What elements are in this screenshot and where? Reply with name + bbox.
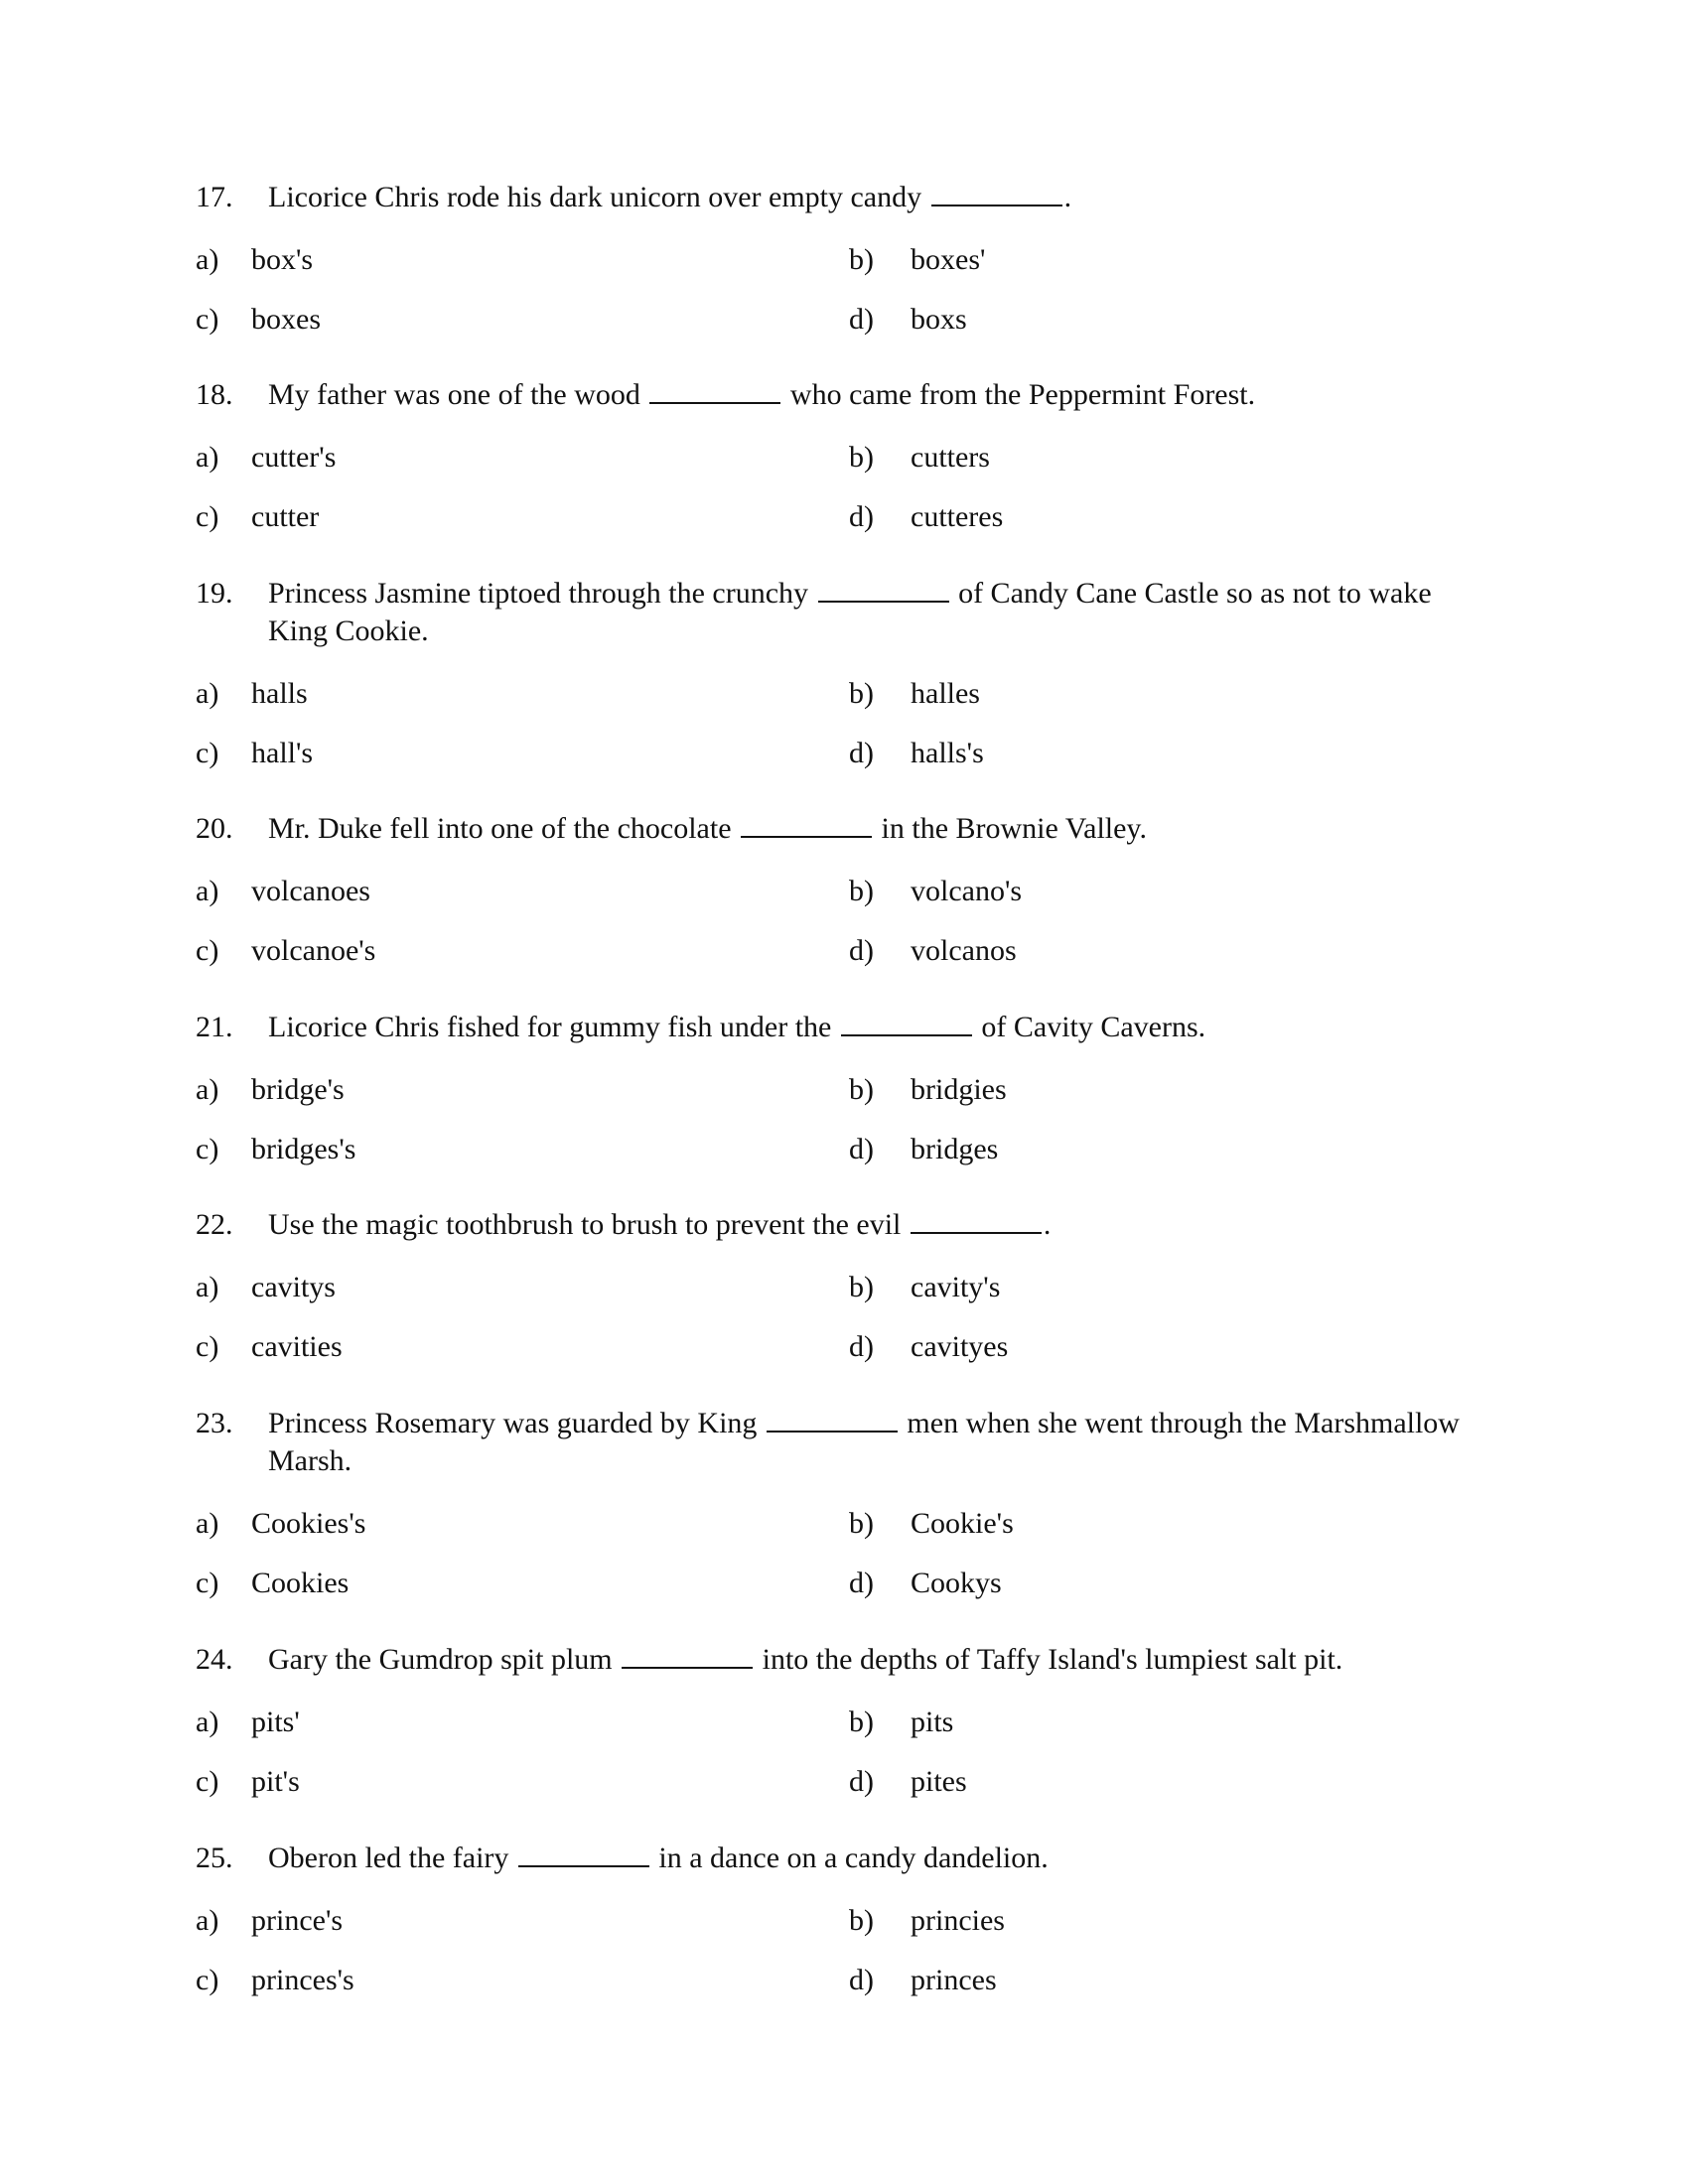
question-text	[268, 1405, 1489, 1480]
option-label: a)	[196, 1271, 219, 1303]
question-text-after: .	[1043, 1208, 1052, 1241]
question-text-before: Use the magic toothbrush to brush to prevent the evil	[268, 1208, 902, 1241]
question-number: 22.	[196, 1208, 233, 1241]
question-text	[268, 179, 1489, 216]
option-label: d)	[849, 1964, 874, 1996]
option-label: a)	[196, 243, 219, 276]
question-text	[268, 376, 1489, 414]
option-label: b)	[849, 1904, 874, 1937]
question-text	[268, 575, 1489, 650]
answer-blank[interactable]	[649, 376, 780, 404]
option-text: box's	[251, 243, 314, 276]
option-text: Cookies	[251, 1567, 350, 1599]
option-label: a)	[196, 1706, 219, 1738]
answer-blank[interactable]	[741, 810, 872, 838]
option-text: bridgies	[911, 1073, 1007, 1106]
option-label: d)	[849, 934, 874, 967]
option-text: volcanoe's	[251, 934, 376, 967]
option-label: b)	[849, 243, 874, 276]
option-text: Cookies's	[251, 1507, 366, 1540]
question-number: 24.	[196, 1643, 233, 1676]
option-label: c)	[196, 1765, 219, 1798]
option-label: b)	[849, 1706, 874, 1738]
option-label: b)	[849, 1073, 874, 1106]
option-text: Cookys	[911, 1567, 1002, 1599]
answer-blank[interactable]	[911, 1206, 1042, 1234]
option-text: princies	[911, 1904, 1005, 1937]
option-label: b)	[849, 1271, 874, 1303]
option-text: halls	[251, 677, 308, 710]
question-number: 25.	[196, 1842, 233, 1874]
question-text	[268, 1009, 1489, 1046]
option-label: d)	[849, 500, 874, 533]
answer-blank[interactable]	[841, 1009, 972, 1036]
option-label: d)	[849, 1765, 874, 1798]
option-text: boxes	[251, 303, 321, 336]
question-text-after: men when she went through the Marshmallow Marsh.	[268, 1407, 1460, 1477]
question-text	[268, 1206, 1489, 1244]
option-text: volcanos	[911, 934, 1017, 967]
answer-blank[interactable]	[622, 1641, 753, 1669]
option-label: c)	[196, 500, 219, 533]
option-text: Cookie's	[911, 1507, 1014, 1540]
question-number: 18.	[196, 378, 233, 411]
question-number: 20.	[196, 812, 233, 845]
option-text: halles	[911, 677, 980, 710]
option-label: c)	[196, 934, 219, 967]
option-text: hall's	[251, 737, 314, 769]
question-text-after: of Cavity Caverns.	[981, 1011, 1206, 1043]
question-text-before: Gary the Gumdrop spit plum	[268, 1643, 613, 1676]
question-text	[268, 810, 1489, 848]
option-label: b)	[849, 875, 874, 907]
option-label: a)	[196, 875, 219, 907]
option-label: a)	[196, 1904, 219, 1937]
option-text: pit's	[251, 1765, 300, 1798]
option-label: a)	[196, 1073, 219, 1106]
option-text: cavitys	[251, 1271, 336, 1303]
question-text-before: My father was one of the wood	[268, 378, 640, 411]
option-label: c)	[196, 737, 219, 769]
option-label: a)	[196, 677, 219, 710]
question-text-before: Licorice Chris rode his dark unicorn over empty candy	[268, 181, 922, 213]
option-label: c)	[196, 303, 219, 336]
option-text: cutteres	[911, 500, 1004, 533]
question-text-after: who came from the Peppermint Forest.	[789, 378, 1256, 411]
question-text	[268, 1641, 1489, 1679]
question-text-before: Licorice Chris fished for gummy fish under the	[268, 1011, 832, 1043]
question-text	[268, 1840, 1489, 1877]
question-text-after: .	[1063, 181, 1072, 213]
option-text: prince's	[251, 1904, 344, 1937]
option-label: b)	[849, 1507, 874, 1540]
option-label: a)	[196, 1507, 219, 1540]
option-text: volcano's	[911, 875, 1023, 907]
option-label: c)	[196, 1133, 219, 1165]
question-text-after: into the depths of Taffy Island's lumpiest salt pit.	[762, 1643, 1343, 1676]
option-text: volcanoes	[251, 875, 370, 907]
option-label: b)	[849, 677, 874, 710]
option-label: c)	[196, 1330, 219, 1363]
option-label: b)	[849, 441, 874, 474]
question-text-before: Princess Jasmine tiptoed through the crunchy	[268, 577, 809, 610]
question-text-before: Mr. Duke fell into one of the chocolate	[268, 812, 732, 845]
option-label: d)	[849, 1330, 874, 1363]
answer-blank[interactable]	[818, 575, 949, 603]
option-text: pites	[911, 1765, 967, 1798]
option-text: bridge's	[251, 1073, 345, 1106]
question-text-after: in the Brownie Valley.	[881, 812, 1147, 845]
option-text: bridges's	[251, 1133, 356, 1165]
question-number: 19.	[196, 577, 233, 610]
answer-blank[interactable]	[767, 1405, 898, 1433]
answer-blank[interactable]	[518, 1840, 649, 1867]
question-text-before: Oberon led the fairy	[268, 1842, 509, 1874]
option-text: cutters	[911, 441, 990, 474]
option-text: cavity's	[911, 1271, 1001, 1303]
option-label: a)	[196, 441, 219, 474]
option-label: d)	[849, 303, 874, 336]
option-label: d)	[849, 737, 874, 769]
option-text: pits	[911, 1706, 954, 1738]
option-text: boxs	[911, 303, 967, 336]
option-text: cutter	[251, 500, 320, 533]
option-text: boxes'	[911, 243, 986, 276]
question-text-after: of Candy Cane Castle so as not to wake King Cookie.	[268, 577, 1432, 647]
answer-blank[interactable]	[931, 179, 1062, 206]
option-label: d)	[849, 1133, 874, 1165]
option-label: c)	[196, 1567, 219, 1599]
option-text: cavityes	[911, 1330, 1009, 1363]
option-text: pits'	[251, 1706, 300, 1738]
option-text: bridges	[911, 1133, 999, 1165]
option-text: princes	[911, 1964, 997, 1996]
question-number: 23.	[196, 1407, 233, 1439]
question-number: 17.	[196, 181, 233, 213]
option-label: c)	[196, 1964, 219, 1996]
option-label: d)	[849, 1567, 874, 1599]
option-text: princes's	[251, 1964, 354, 1996]
question-text-before: Princess Rosemary was guarded by King	[268, 1407, 758, 1439]
option-text: halls's	[911, 737, 984, 769]
question-number: 21.	[196, 1011, 233, 1043]
option-text: cavities	[251, 1330, 343, 1363]
question-text-after: in a dance on a candy dandelion.	[658, 1842, 1049, 1874]
option-text: cutter's	[251, 441, 337, 474]
